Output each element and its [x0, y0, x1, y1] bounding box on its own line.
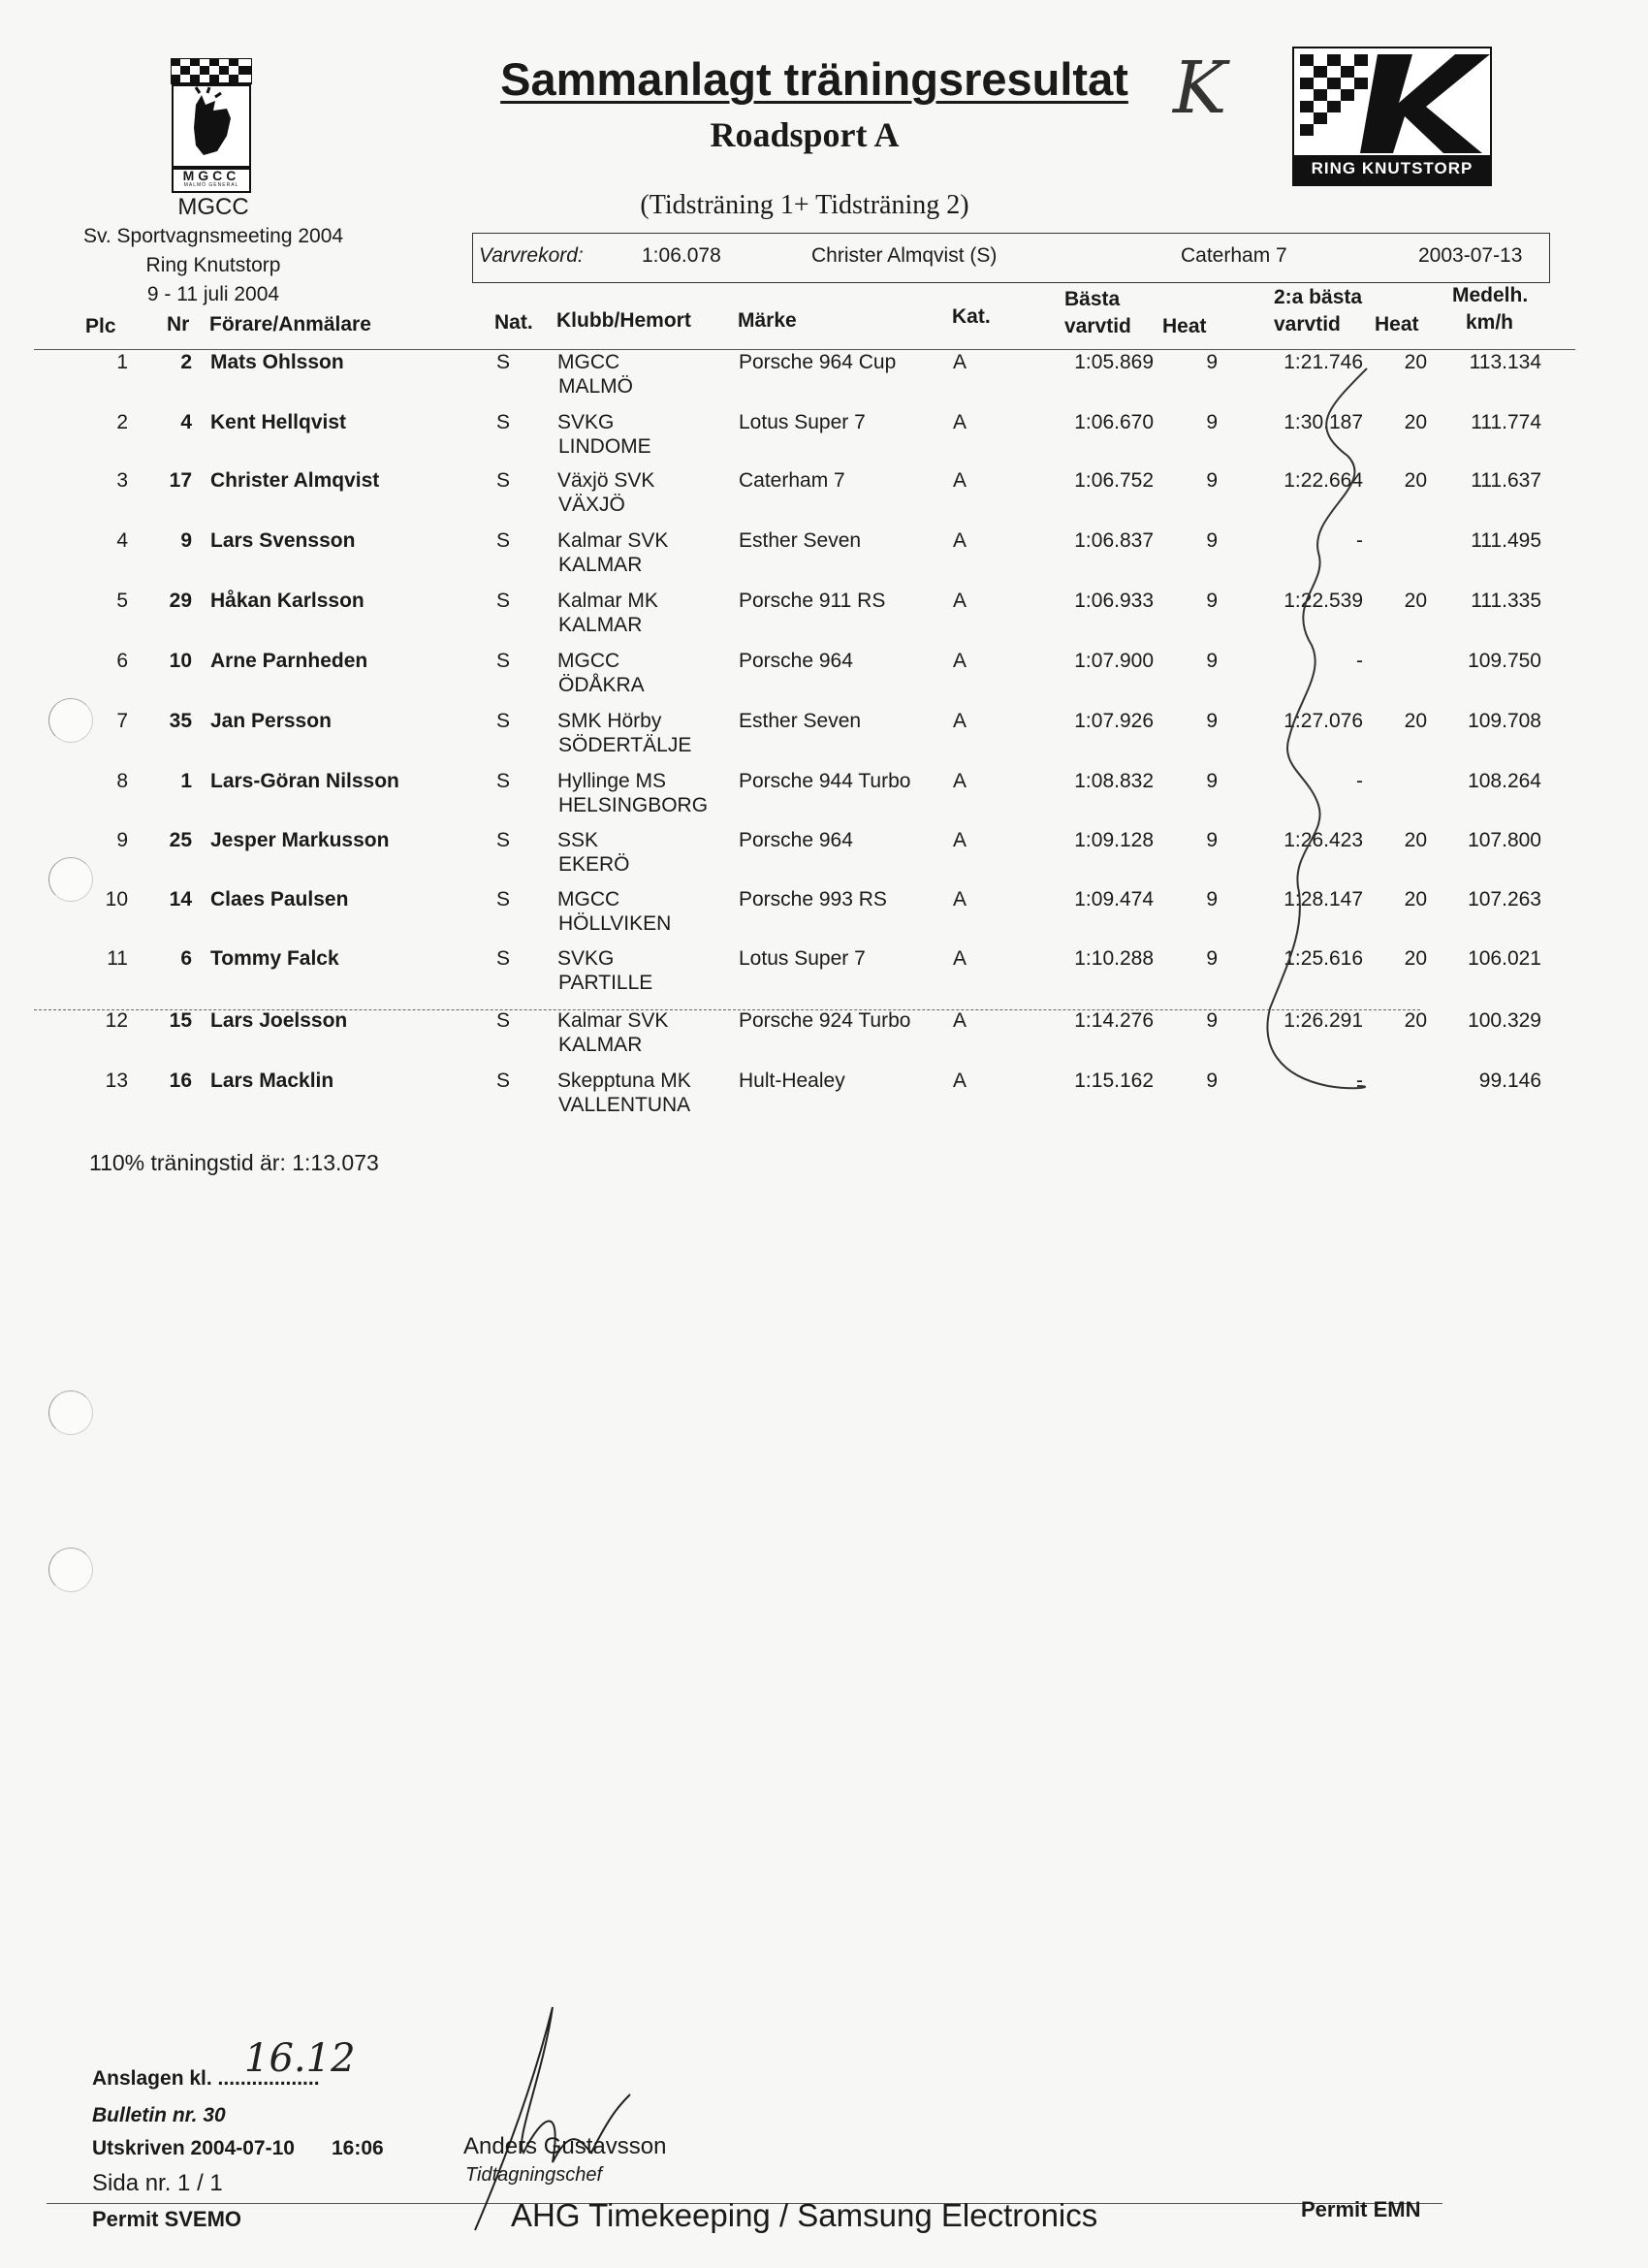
- col-heat: Heat: [1162, 315, 1207, 337]
- best-lap-cell: 1:07.926: [1074, 710, 1154, 732]
- second-lap-cell: 1:26.291: [1284, 1009, 1363, 1032]
- driver-cell: Lars Joelsson: [210, 1009, 348, 1032]
- heat-cell: 9: [1206, 411, 1218, 433]
- nr-cell: 2: [180, 351, 192, 373]
- heat2-cell: 20: [1404, 590, 1427, 612]
- best-lap-cell: 1:15.162: [1074, 1070, 1154, 1092]
- table-row: [0, 769, 1648, 829]
- club-name: MGCC: [177, 194, 249, 220]
- heat-cell: 9: [1206, 1070, 1218, 1092]
- col-nat: Nat.: [494, 311, 533, 334]
- record-label: Varvrekord:: [479, 244, 584, 267]
- plc-cell: 13: [105, 1070, 128, 1092]
- make-cell: Porsche 964: [739, 650, 853, 672]
- make-cell: Lotus Super 7: [739, 947, 866, 970]
- town-cell: KALMAR: [558, 1034, 643, 1056]
- second-lap-cell: -: [1356, 1070, 1363, 1092]
- col-nr: Nr: [167, 313, 190, 335]
- session-note: (Tidsträning 1+ Tidsträning 2): [640, 190, 969, 220]
- nr-cell: 9: [180, 529, 192, 552]
- nr-cell: 14: [169, 888, 192, 910]
- col-make: Märke: [738, 309, 797, 332]
- heat2-cell: 20: [1404, 351, 1427, 373]
- driver-cell: Lars-Göran Nilsson: [210, 770, 399, 792]
- kat-cell: A: [953, 829, 967, 851]
- make-cell: Caterham 7: [739, 469, 845, 492]
- best-lap-cell: 1:06.933: [1074, 590, 1154, 612]
- best-lap-cell: 1:06.752: [1074, 469, 1154, 492]
- make-cell: Esther Seven: [739, 710, 862, 732]
- lap-record-box: [472, 233, 1550, 283]
- table-row: [0, 1008, 1648, 1069]
- avg-speed-cell: 111.495: [1471, 529, 1541, 552]
- event-dates: 9 - 11 juli 2004: [146, 283, 280, 305]
- town-cell: ÖDÅKRA: [558, 674, 645, 696]
- nr-cell: 29: [169, 590, 192, 612]
- second-lap-cell: 1:22.664: [1284, 469, 1363, 492]
- avg-speed-cell: 100.329: [1468, 1009, 1541, 1032]
- club-cell: MGCC: [557, 650, 620, 672]
- table-row: [0, 946, 1648, 1006]
- mgcc-logo-subtext: MALMÖ GENERAL: [183, 182, 239, 188]
- make-cell: Porsche 944 Turbo: [739, 770, 911, 792]
- plc-cell: 9: [116, 829, 128, 851]
- club-cell: Kalmar SVK: [557, 1009, 669, 1032]
- posted-time: 16.12: [244, 2036, 356, 2081]
- kat-cell: A: [953, 770, 967, 792]
- nr-cell: 17: [169, 469, 192, 492]
- avg-speed-cell: 111.637: [1471, 469, 1541, 492]
- heat2-cell: 20: [1404, 710, 1427, 732]
- plc-cell: 8: [116, 770, 128, 792]
- table-row: [0, 1069, 1648, 1129]
- signatory-role: Tidtagningschef: [465, 2164, 603, 2186]
- town-cell: VALLENTUNA: [558, 1094, 691, 1116]
- heat2-cell: 20: [1404, 411, 1427, 433]
- plc-cell: 1: [116, 351, 128, 373]
- nr-cell: 16: [169, 1070, 192, 1092]
- kat-cell: A: [953, 947, 967, 970]
- handwritten-squiggle: [1251, 349, 1386, 1134]
- plc-cell: 5: [116, 590, 128, 612]
- club-cell: MGCC: [557, 351, 620, 373]
- col-kat: Kat.: [952, 305, 991, 328]
- best-lap-cell: 1:06.670: [1074, 411, 1154, 433]
- club-cell: MGCC: [557, 888, 620, 910]
- col-driver: Förare/Anmälare: [209, 313, 371, 335]
- nat-cell: S: [496, 1070, 511, 1092]
- timekeeping-credit: AHG Timekeeping / Samsung Electronics: [511, 2197, 1098, 2233]
- avg-speed-cell: 107.800: [1468, 829, 1541, 851]
- driver-cell: Håkan Karlsson: [210, 590, 364, 612]
- best-lap-cell: 1:05.869: [1074, 351, 1154, 373]
- driver-cell: Mats Ohlsson: [210, 351, 344, 373]
- written-time: 16:06: [332, 2137, 384, 2159]
- nat-cell: S: [496, 888, 511, 910]
- plc-cell: 11: [107, 947, 128, 970]
- nat-cell: S: [496, 947, 511, 970]
- event-name: Sv. Sportvagnsmeeting 2004: [82, 225, 344, 247]
- club-cell: Hyllinge MS: [557, 770, 667, 792]
- nat-cell: S: [496, 590, 511, 612]
- avg-speed-cell: 108.264: [1468, 770, 1541, 792]
- town-cell: KALMAR: [558, 554, 643, 576]
- driver-cell: Jan Persson: [210, 710, 332, 732]
- nat-cell: S: [496, 1009, 511, 1032]
- town-cell: KALMAR: [558, 614, 643, 636]
- col-avg-top: Medelh.: [1452, 284, 1529, 306]
- club-cell: Växjö SVK: [557, 469, 655, 492]
- best-lap-cell: 1:09.474: [1074, 888, 1154, 910]
- driver-cell: Lars Macklin: [210, 1070, 334, 1092]
- nat-cell: S: [496, 650, 511, 672]
- mgcc-logo-text: MGCC: [182, 168, 240, 183]
- heat2-cell: 20: [1404, 1009, 1427, 1032]
- driver-cell: Christer Almqvist: [210, 469, 380, 492]
- plc-cell: 4: [116, 529, 128, 552]
- town-cell: LINDOME: [558, 435, 651, 458]
- plc-cell: 2: [116, 411, 128, 433]
- avg-speed-cell: 109.708: [1468, 710, 1541, 732]
- col-club: Klubb/Hemort: [556, 309, 691, 332]
- make-cell: Hult-Healey: [739, 1070, 845, 1092]
- make-cell: Porsche 993 RS: [739, 888, 887, 910]
- town-cell: MALMÖ: [558, 375, 634, 398]
- club-cell: SVKG: [557, 411, 615, 433]
- avg-speed-cell: 111.774: [1471, 411, 1541, 433]
- record-car: Caterham 7: [1181, 244, 1287, 267]
- heat-cell: 9: [1206, 710, 1218, 732]
- heat-cell: 9: [1206, 650, 1218, 672]
- best-lap-cell: 1:06.837: [1074, 529, 1154, 552]
- nat-cell: S: [496, 829, 511, 851]
- make-cell: Porsche 964: [739, 829, 853, 851]
- heat-cell: 9: [1206, 351, 1218, 373]
- written-date: Utskriven 2004-07-10: [92, 2137, 295, 2159]
- second-lap-cell: 1:30.187: [1284, 411, 1363, 433]
- kat-cell: A: [953, 590, 967, 612]
- second-lap-cell: 1:22.539: [1284, 590, 1363, 612]
- best-lap-cell: 1:10.288: [1074, 947, 1154, 970]
- nr-cell: 4: [180, 411, 192, 433]
- make-cell: Lotus Super 7: [739, 411, 866, 433]
- town-cell: EKERÖ: [558, 853, 630, 876]
- nr-cell: 6: [180, 947, 192, 970]
- town-cell: PARTILLE: [558, 972, 653, 994]
- driver-cell: Jesper Markusson: [210, 829, 390, 851]
- driver-cell: Tommy Falck: [210, 947, 339, 970]
- kat-cell: A: [953, 469, 967, 492]
- punch-hole: [48, 857, 93, 902]
- second-lap-cell: 1:26.423: [1284, 829, 1363, 851]
- table-row: [0, 468, 1648, 528]
- best-lap-cell: 1:14.276: [1074, 1009, 1154, 1032]
- nr-cell: 10: [169, 650, 192, 672]
- kat-cell: A: [953, 650, 967, 672]
- avg-speed-cell: 111.335: [1471, 590, 1541, 612]
- avg-speed-cell: 99.146: [1478, 1070, 1541, 1092]
- class-subtitle: Roadsport A: [710, 115, 900, 154]
- avg-speed-cell: 106.021: [1468, 947, 1541, 970]
- table-row: [0, 828, 1648, 888]
- table-row: [0, 410, 1648, 470]
- club-cell: SVKG: [557, 947, 615, 970]
- nat-cell: S: [496, 529, 511, 552]
- second-lap-cell: -: [1356, 770, 1363, 792]
- col-plc: Plc: [85, 315, 116, 337]
- town-cell: HÖLLVIKEN: [558, 912, 672, 935]
- town-cell: SÖDERTÄLJE: [558, 734, 692, 756]
- plc-cell: 10: [105, 888, 128, 910]
- col-heat2: Heat: [1375, 313, 1419, 335]
- nat-cell: S: [496, 469, 511, 492]
- nat-cell: S: [496, 351, 511, 373]
- col-second-top: 2:a bästa: [1274, 286, 1363, 308]
- make-cell: Porsche 911 RS: [739, 590, 886, 612]
- heat-cell: 9: [1206, 888, 1218, 910]
- club-cell: SMK Hörby: [557, 710, 662, 732]
- nr-cell: 35: [169, 710, 192, 732]
- heat2-cell: 20: [1404, 947, 1427, 970]
- note-110-percent: 110% träningstid är: 1:13.073: [89, 1150, 379, 1175]
- heat-cell: 9: [1206, 469, 1218, 492]
- make-cell: Porsche 964 Cup: [739, 351, 897, 373]
- kat-cell: A: [953, 1009, 967, 1032]
- nr-cell: 15: [169, 1009, 192, 1032]
- best-lap-cell: 1:07.900: [1074, 650, 1154, 672]
- club-cell: Skepptuna MK: [557, 1070, 691, 1092]
- heat2-cell: 20: [1404, 829, 1427, 851]
- plc-cell: 7: [116, 710, 128, 732]
- col-second-bottom: varvtid: [1274, 313, 1341, 335]
- table-row: [0, 350, 1648, 410]
- kat-cell: A: [953, 710, 967, 732]
- second-lap-cell: 1:27.076: [1284, 710, 1363, 732]
- make-cell: Esther Seven: [739, 529, 862, 552]
- permit-left: Permit SVEMO: [92, 2207, 242, 2231]
- col-best-bottom: varvtid: [1064, 315, 1131, 337]
- heat-cell: 9: [1206, 770, 1218, 792]
- plc-cell: 3: [116, 469, 128, 492]
- table-row: [0, 709, 1648, 769]
- heat-cell: 9: [1206, 529, 1218, 552]
- kat-cell: A: [953, 888, 967, 910]
- second-lap-cell: 1:28.147: [1284, 888, 1363, 910]
- club-cell: Kalmar MK: [557, 590, 658, 612]
- nr-cell: 1: [180, 770, 192, 792]
- heat2-cell: 20: [1404, 888, 1427, 910]
- nat-cell: S: [496, 411, 511, 433]
- club-cell: SSK: [557, 829, 599, 851]
- plc-cell: 12: [105, 1009, 128, 1032]
- plc-cell: 6: [116, 650, 128, 672]
- club-cell: Kalmar SVK: [557, 529, 669, 552]
- table-row: [0, 887, 1648, 947]
- signatory-name: Anders Gustavsson: [463, 2133, 667, 2159]
- driver-cell: Kent Hellqvist: [210, 411, 347, 433]
- punch-hole: [48, 1390, 93, 1435]
- nat-cell: S: [496, 710, 511, 732]
- page-title: Sammanlagt träningsresultat: [500, 53, 1128, 105]
- second-lap-cell: 1:21.746: [1284, 351, 1363, 373]
- ring-knutstorp-logo: [1292, 47, 1492, 186]
- kat-cell: A: [953, 411, 967, 433]
- kat-cell: A: [953, 351, 967, 373]
- second-lap-cell: 1:25.616: [1284, 947, 1363, 970]
- table-row: [0, 528, 1648, 589]
- best-lap-cell: 1:09.128: [1074, 829, 1154, 851]
- venue: Ring Knutstorp: [145, 254, 281, 276]
- best-lap-cell: 1:08.832: [1074, 770, 1154, 792]
- record-time: 1:06.078: [642, 244, 721, 267]
- second-lap-cell: -: [1356, 650, 1363, 672]
- mgcc-logo: [171, 58, 252, 194]
- heat-cell: 9: [1206, 590, 1218, 612]
- town-cell: VÄXJÖ: [558, 494, 625, 516]
- nat-cell: S: [496, 770, 511, 792]
- town-cell: HELSINGBORG: [558, 794, 709, 816]
- record-holder: Christer Almqvist (S): [811, 244, 998, 267]
- punch-hole: [48, 1548, 93, 1592]
- posted-label: Anslagen kl. ..................: [92, 2067, 320, 2090]
- heat-cell: 9: [1206, 1009, 1218, 1032]
- heat-cell: 9: [1206, 829, 1218, 851]
- table-row: [0, 589, 1648, 649]
- handwritten-mark: K: [1173, 47, 1227, 130]
- heat2-cell: 20: [1404, 469, 1427, 492]
- kat-cell: A: [953, 1070, 967, 1092]
- avg-speed-cell: 113.134: [1469, 351, 1541, 373]
- col-avg-bottom: km/h: [1466, 311, 1514, 334]
- col-best-top: Bästa: [1064, 288, 1121, 310]
- nr-cell: 25: [169, 829, 192, 851]
- punch-hole: [48, 698, 93, 743]
- ring-logo-text: RING KNUTSTORP: [1311, 159, 1474, 177]
- second-lap-cell: -: [1356, 529, 1363, 552]
- driver-cell: Claes Paulsen: [210, 888, 349, 910]
- driver-cell: Arne Parnheden: [210, 650, 368, 672]
- avg-speed-cell: 107.263: [1468, 888, 1541, 910]
- kat-cell: A: [953, 529, 967, 552]
- bulletin-number: Bulletin nr. 30: [92, 2104, 226, 2126]
- table-row: [0, 649, 1648, 709]
- driver-cell: Lars Svensson: [210, 529, 356, 552]
- permit-right: Permit EMN: [1301, 2197, 1421, 2221]
- heat-cell: 9: [1206, 947, 1218, 970]
- avg-speed-cell: 109.750: [1468, 650, 1541, 672]
- page-number: Sida nr. 1 / 1: [92, 2170, 223, 2196]
- record-date: 2003-07-13: [1418, 244, 1523, 267]
- make-cell: Porsche 924 Turbo: [739, 1009, 911, 1032]
